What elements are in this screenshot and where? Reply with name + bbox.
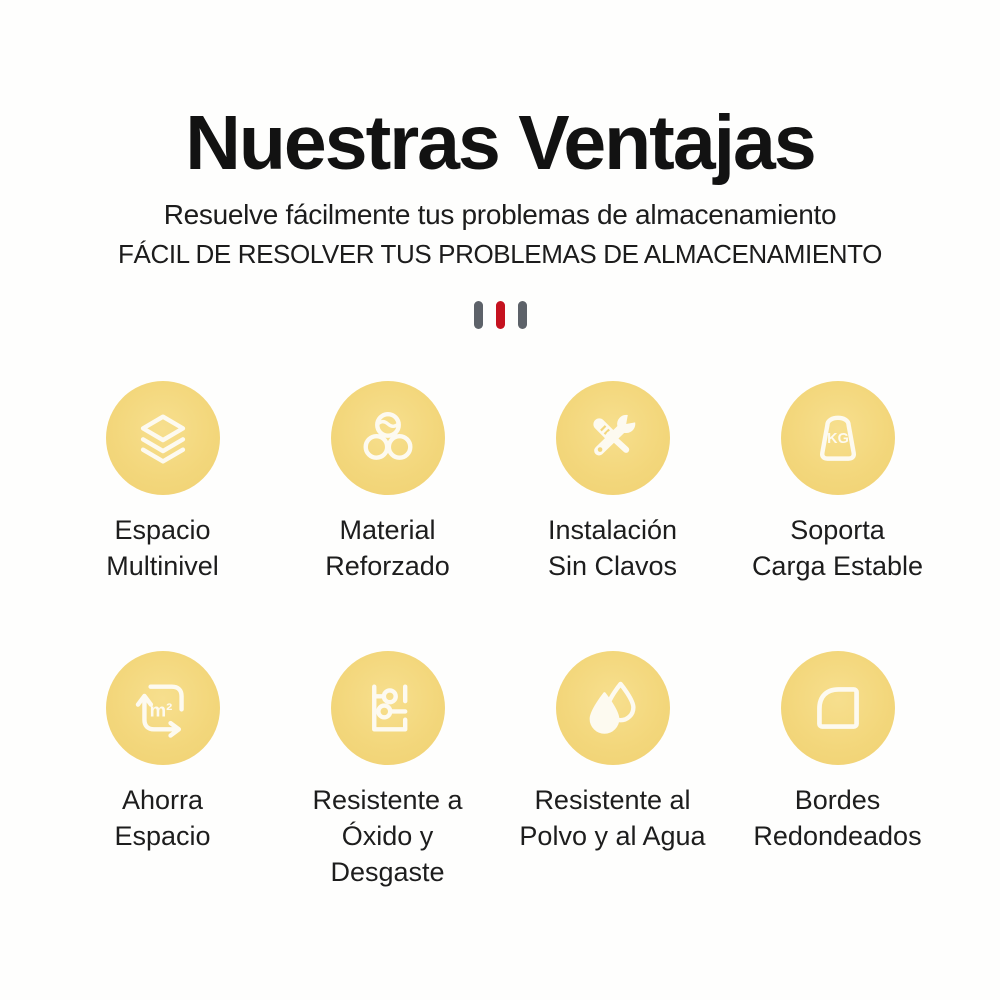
area-arrows-icon — [130, 675, 196, 741]
subtitle-sentence: Resuelve fácilmente tus problemas de almacenamiento — [163, 199, 837, 231]
page-title: Nuestras Ventajas — [185, 100, 815, 186]
feature-grid — [0, 381, 1000, 890]
feature-label-line: Reforzado — [325, 551, 450, 582]
layers-icon — [130, 405, 196, 471]
feature-label-line: Carga Estable — [751, 551, 924, 582]
feature-label — [548, 512, 677, 584]
feature-icon-circle — [781, 651, 895, 765]
feature-label-line: Espacio — [114, 515, 211, 546]
m2-label: m² — [149, 699, 172, 721]
feature-label — [312, 782, 462, 890]
feature-label-line: Resistente al — [534, 785, 691, 816]
divider-bar-gray-right — [518, 301, 527, 329]
feature-card-espacio-multinivel — [50, 381, 275, 651]
feature-label-line: Resistente a — [312, 785, 463, 816]
feature-label-line: Bordes — [794, 785, 881, 816]
rounded-corner-icon — [805, 675, 871, 741]
divider-bar-gray-left — [474, 301, 483, 329]
feature-card-resistente-polvo-agua — [500, 651, 725, 890]
feature-label — [753, 782, 921, 854]
feature-label-line: Material — [339, 515, 436, 546]
spheres-icon — [355, 405, 421, 471]
feature-label — [106, 512, 219, 584]
feature-card-bordes-redondeados — [725, 651, 950, 890]
feature-icon-circle — [331, 651, 445, 765]
kg-label: KG — [826, 431, 849, 448]
feature-label-line: Desgaste — [330, 857, 445, 888]
feature-label-line: Espacio — [114, 821, 211, 852]
feature-label-line: Multinivel — [106, 551, 219, 582]
feature-icon-circle — [331, 381, 445, 495]
feature-card-ahorra-espacio — [50, 651, 275, 890]
weight-kg-icon — [805, 405, 871, 471]
feature-label-line: Sin Clavos — [547, 551, 678, 582]
feature-label-line: Polvo y al Agua — [519, 821, 706, 852]
feature-label-line: Instalación — [547, 515, 678, 546]
rails-icon — [355, 675, 421, 741]
feature-icon-circle — [556, 381, 670, 495]
feature-card-material-reforzado — [275, 381, 500, 651]
feature-icon-circle — [106, 651, 220, 765]
feature-label — [519, 782, 705, 854]
divider-bars — [0, 301, 1000, 329]
feature-label-line: Óxido y — [341, 821, 434, 852]
feature-card-instalacion-sin-clavos — [500, 381, 725, 651]
feature-card-soporta-carga-estable — [725, 381, 950, 651]
feature-icon-circle — [106, 381, 220, 495]
tools-icon — [580, 405, 646, 471]
divider-bar-red — [496, 301, 505, 329]
subtitle-uppercase: FÁCIL DE RESOLVER TUS PROBLEMAS DE ALMACENAMIENTO — [118, 239, 882, 270]
feature-icon-circle — [556, 651, 670, 765]
feature-label-line: Redondeados — [753, 821, 922, 852]
feature-label — [752, 512, 923, 584]
feature-label — [114, 782, 210, 854]
water-drops-icon — [580, 675, 646, 741]
feature-label-line: Ahorra — [121, 785, 204, 816]
feature-card-resistente-oxido — [275, 651, 500, 890]
feature-label — [325, 512, 450, 584]
feature-icon-circle — [781, 381, 895, 495]
feature-label-line: Soporta — [790, 515, 885, 546]
